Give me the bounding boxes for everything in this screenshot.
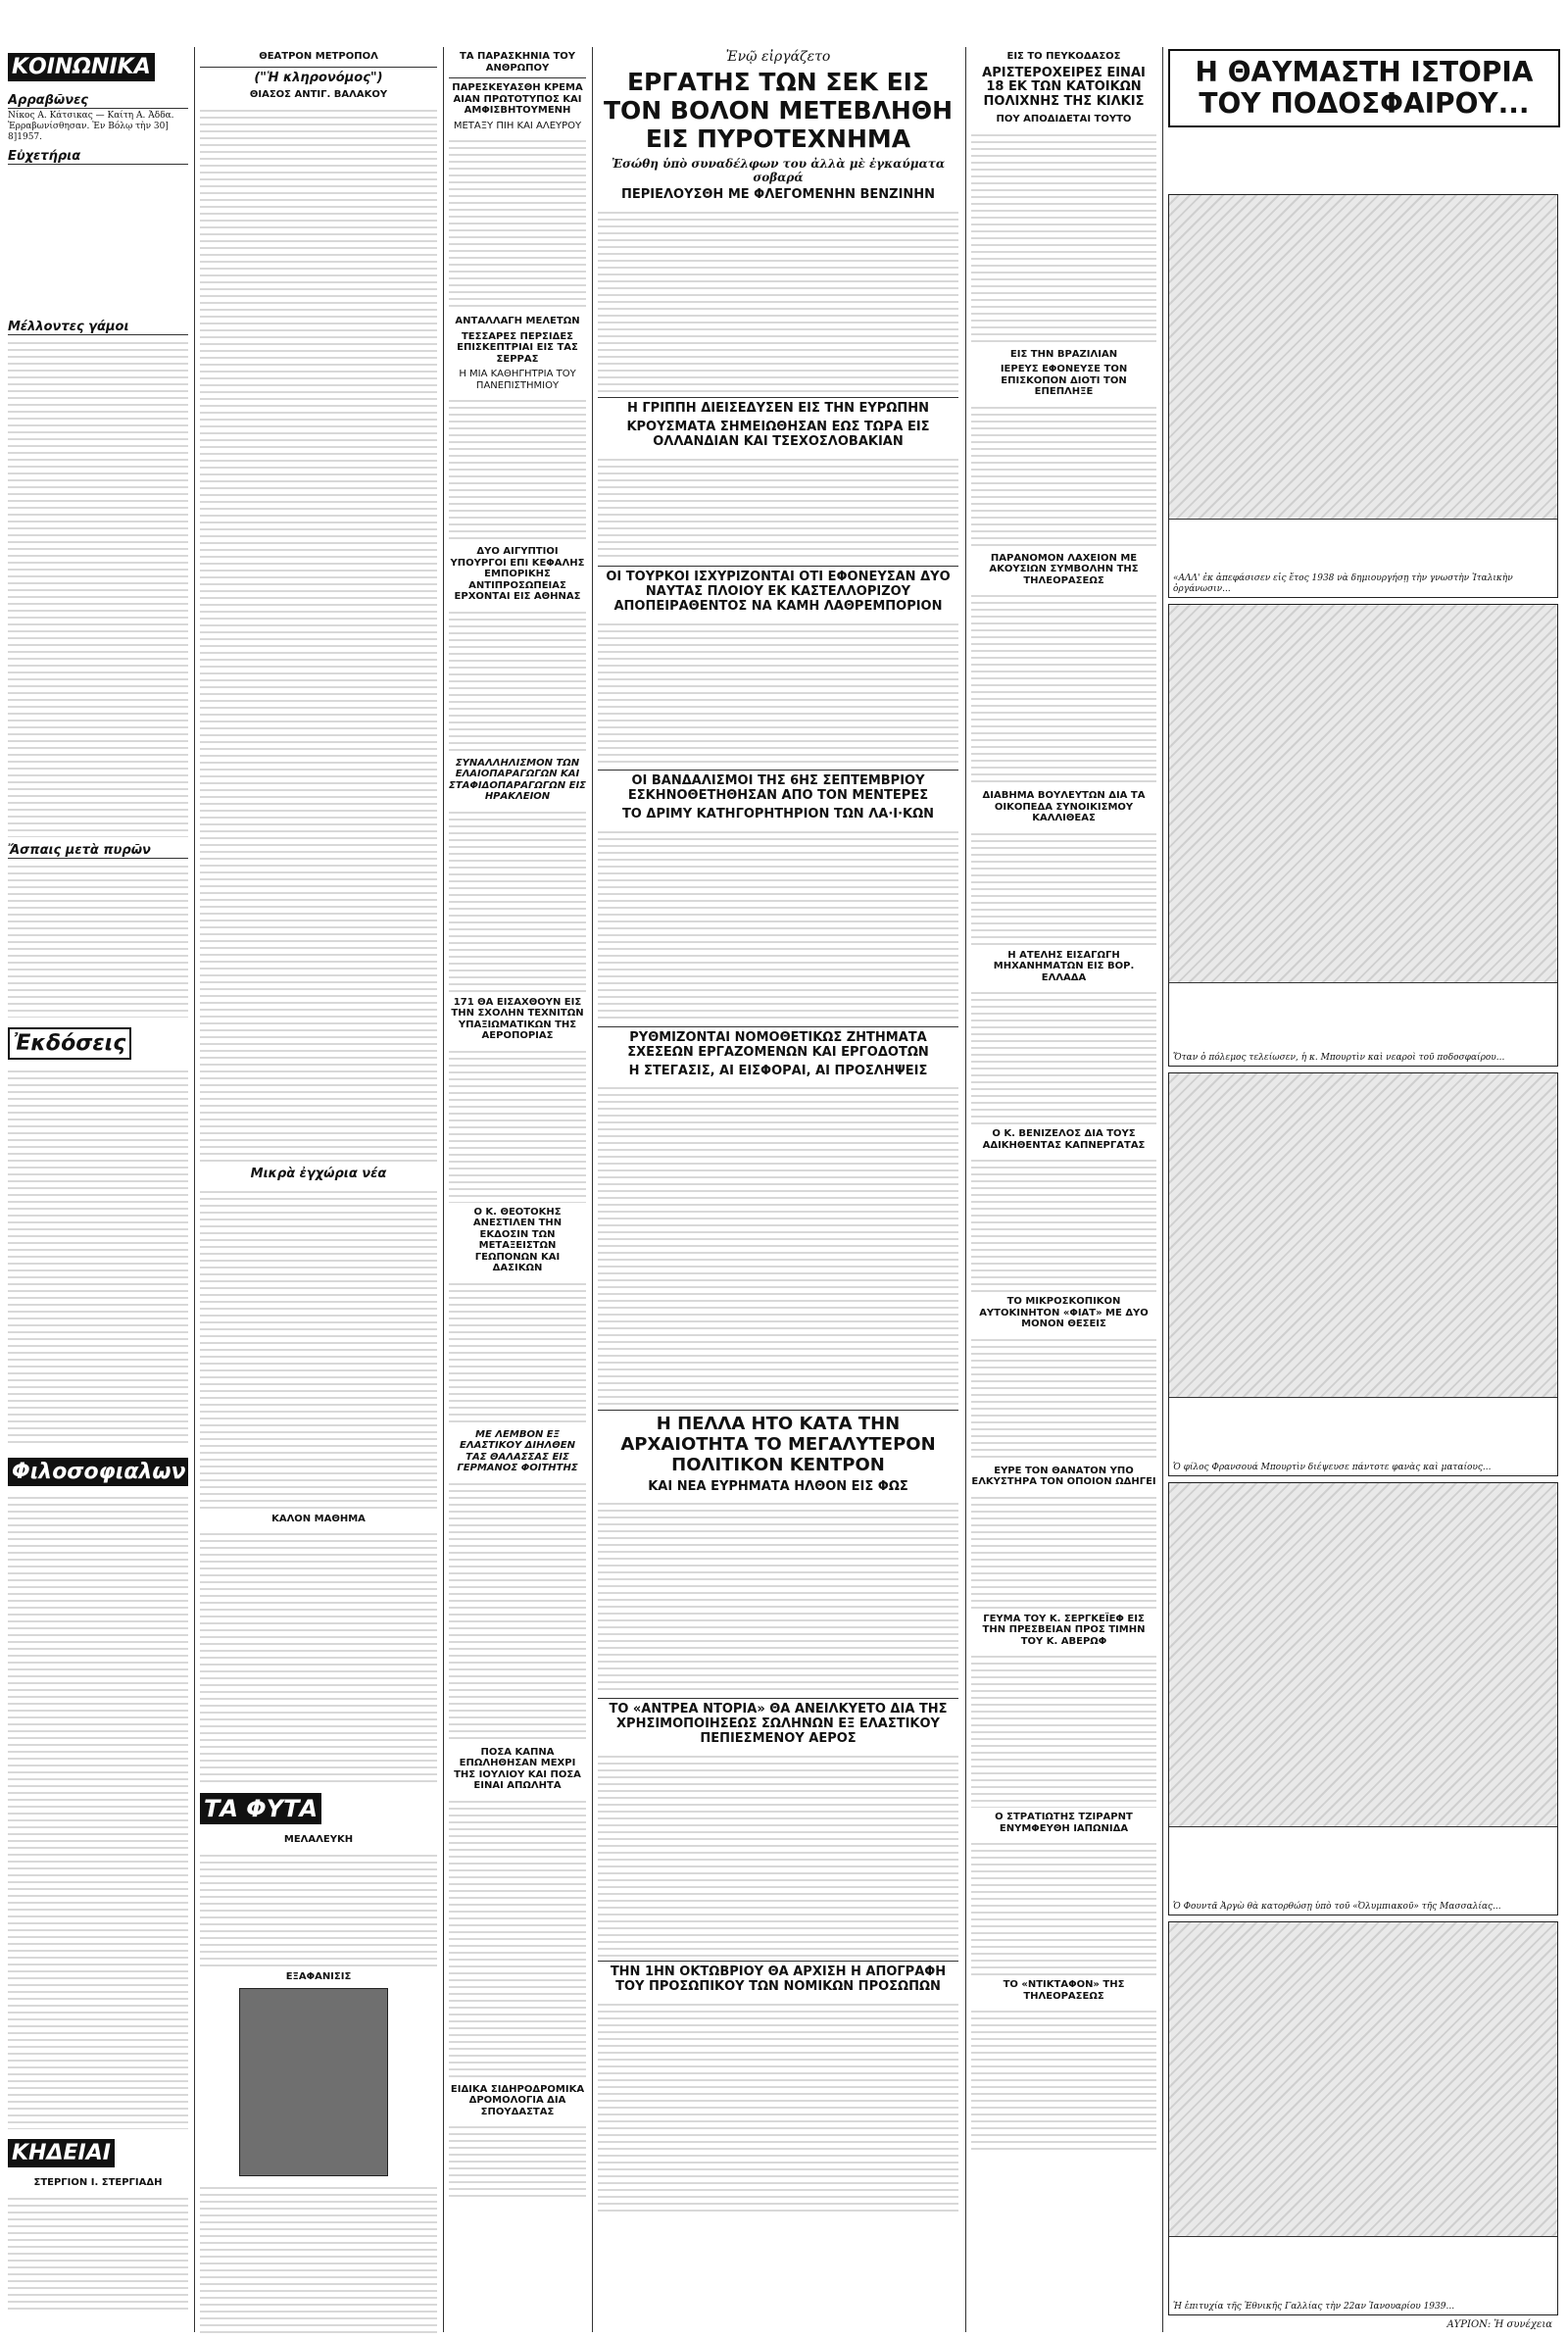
- comic-illustration: [1169, 1073, 1557, 1398]
- headline-labor: ΡΥΘΜΙΖΟΝΤΑΙ ΝΟΜΟΘΕΤΙΚΩΣ ΖΗΤΗΜΑΤΑ ΣΧΕΣΕΩΝ ΕΡΓΑΖΟΜΕΝΩΝ ΚΑΙ ΕΡΓΟΔΟΤΩΝ: [627, 1029, 929, 1060]
- comic-caption: «ΑΛΛ' ἐκ ἀπεφάσισεν εἰς ἔτος 1938 νὰ δημιουργήσῃ τὴν γνωστὴν Ἰταλικὴν ὀργάνωσιν...: [1173, 573, 1513, 594]
- text-block: [8, 1066, 188, 1448]
- text-block: [449, 807, 586, 993]
- missing-person-photo: [239, 1988, 388, 2176]
- column-theater: [200, 47, 437, 2338]
- section-kicker: ΤΑ ΠΑΡΑΣΚΗΝΙΑ ΤΟΥ ΑΝΘΡΩΠΟΥ: [459, 51, 576, 74]
- text-block: [8, 1492, 188, 2129]
- subhead-pella: ΚΑΙ ΝΕΑ ΕΥΡΗΜΑΤΑ ΗΛΘΟΝ ΕΙΣ ΦΩΣ: [648, 1478, 908, 1494]
- text-block: [971, 1492, 1156, 1610]
- play-title: ("Ἡ κληρονόμος"): [254, 70, 383, 85]
- funeral-name: ΣΤΕΡΓΙΟΝ Ι. ΣΤΕΡΓΙΑΔΗ: [33, 2177, 163, 2188]
- comic-panel: [1168, 604, 1558, 1067]
- text-block: [598, 1751, 958, 1957]
- headline-airforce: 171 ΘΑ ΕΙΣΑΧΘΟΥΝ ΕΙΣ ΤΗΝ ΣΧΟΛΗΝ ΤΕΧΝΙΤΩΝ ΥΠΑΞΙΩΜΑΤΙΚΩΝ ΤΗΣ ΑΕΡΟΠΟΡΙΑΣ: [451, 996, 584, 1041]
- headline-kallithea: ΔΙΑΒΗΜΑ ΒΟΥΛΕΥΤΩΝ ΔΙΑ ΤΑ ΟΙΚΟΠΕΔΑ ΣΥΝΟΙΚΙΣΜΟΥ ΚΑΛΛΙΘΕΑΣ: [982, 790, 1146, 824]
- text-block: [200, 105, 437, 1164]
- comic-caption: Ὁ φίλος Φρανσουά Μπουρτὶν διέψευσε πάντοτε φανὰς καὶ ματαίους...: [1173, 1463, 1492, 1472]
- text-block: [598, 619, 958, 766]
- text-block: [971, 1838, 1156, 1975]
- kicker-brazil: ΕΙΣ ΤΗΝ ΒΡΑΖΙΛΙΑΝ: [1009, 348, 1118, 360]
- philo-heading: ΚΑΛΟΝ ΜΑΘΗΜΑ: [271, 1513, 366, 1524]
- text-block: [598, 826, 958, 1022]
- column-comic: [1168, 47, 1560, 2338]
- wishes-heading: Εὐχετήρια: [8, 149, 188, 165]
- comic-illustration: [1169, 1922, 1557, 2237]
- subhead-flu: ΚΡΟΥΣΜΑΤΑ ΣΗΜΕΙΩΘΗΣΑΝ ΕΩΣ ΤΩΡΑ ΕΙΣ ΟΛΛΑΝΔΙΑΝ ΚΑΙ ΤΣΕΧΟΣΛΟΒΑΚΙΑΝ: [626, 420, 930, 450]
- text-block: [598, 1082, 958, 1406]
- text-block: [598, 1498, 958, 1694]
- column-rule: [965, 47, 966, 2332]
- engagements-text: Νίκος Α. Κάτσικας — Καίτη Α. Ἀδδα. Ἐρραβωνίσθησαν. Ἐν Βόλῳ τὴν 30] 8]1957.: [8, 111, 174, 142]
- text-block: [971, 828, 1156, 946]
- text-block: [598, 207, 958, 393]
- comic-illustration: [1169, 195, 1557, 520]
- headline-pella: Η ΠΕΛΛΑ ΗΤΟ ΚΑΤΑ ΤΗΝ ΑΡΧΑΙΟΤΗΤΑ ΤΟ ΜΕΓΑΛΥΤΕΡΟΝ ΠΟΛΙΤΙΚΟΝ ΚΕΝΤΡΟΝ: [620, 1414, 936, 1475]
- comic-illustration: [1169, 1483, 1557, 1827]
- headline-machinery: Η ΑΤΕΛΗΣ ΕΙΣΑΓΩΓΗ ΜΗΧΑΝΗΜΑΤΩΝ ΕΙΣ ΒΟΡ. ΕΛΛΑΔΑ: [993, 949, 1135, 983]
- text-block: [449, 1278, 586, 1425]
- comic-caption: Ἡ ἐπιτυχία τῆς Ἐθνικῆς Γαλλίας τὴν 22αν Ἰανουαρίου 1939...: [1173, 2302, 1455, 2312]
- subhead-cream: ΜΕΤΑΞΥ ΠΙΗ ΚΑΙ ΑΛΕΥΡΟΥ: [453, 120, 582, 131]
- column-news-b: [971, 47, 1156, 2338]
- headline-cream: ΠΑΡΕΣΚΕΥΑΣΘΗ ΚΡΕΜΑ ΑΙΑΝ ΠΡΩΤΟΤΥΠΟΣ ΚΑΙ ΑΜΦΙΣΒΗΤΟΥΜΕΝΗ: [452, 82, 583, 116]
- young-talents-heading: Μικρὰ ἐγχώρια νέα: [250, 1166, 387, 1181]
- headline-heraklion: ΣΥΝΑΛΛΗΛΙΣΜΟΝ ΤΩΝ ΕΛΑΙΟΠΑΡΑΓΩΓΩΝ ΚΑΙ ΣΤΑΦΙΔΟΠΑΡΑΓΩΓΩΝ ΕΙΣ ΗΡΑΚΛΕΙΟΝ: [449, 757, 586, 802]
- headline-flu: Η ΓΡΙΠΠΗ ΔΙΕΙΣΕΔΥΣΕΝ ΕΙΣ ΤΗΝ ΕΥΡΩΠΗΝ: [626, 401, 930, 417]
- text-block: [449, 395, 586, 542]
- comic-caption: Ὅταν ὁ πόλεμος τελείωσεν, ἡ κ. Μπουρτὶν καὶ νεαροὶ τοῦ ποδοσφαίρου...: [1173, 1053, 1505, 1063]
- headline-doria: ΤΟ «ΑΝΤΡΕΑ ΝΤΟΡΙΑ» ΘΑ ΑΝΕΙΛΚΥΕΤΟ ΔΙΑ ΤΗΣ ΧΡΗΣΙΜΟΠΟΙΗΣΕΩΣ ΣΩΛΗΝΩΝ ΕΞ ΕΛΑΣΤΙΚΟΥ ΠΕΠΙΕΣΜΕΝΟΥ ΑΕΡΟΣ: [609, 1702, 948, 1747]
- headline-tobacco: ΠΟΣΑ ΚΑΠΝΑ ΕΠΩΛΗΘΗΣΑΝ ΜΕΧΡΙ ΤΗΣ ΙΟΥΛΙΟΥ ΚΑΙ ΠΟΣΑ ΕΙΝΑΙ ΑΠΩΛΗΤΑ: [454, 1746, 581, 1791]
- comic-illustration: [1169, 605, 1557, 983]
- text-block: [598, 454, 958, 562]
- text-block: [971, 1334, 1156, 1462]
- text-block: [971, 987, 1156, 1124]
- text-block: [971, 1651, 1156, 1808]
- headline-vandalism: ΟΙ ΒΑΝΔΑΛΙΣΜΟΙ ΤΗΣ 6ΗΣ ΣΕΠΤΕΜΒΡΙΟΥ ΕΣΚΗΝΟΘΕΤΗΘΗΣΑΝ ΑΠΟ ΤΟΝ ΜΕΝΤΕΡΕΣ: [627, 772, 929, 803]
- theater-heading: ΘΕΑΤΡΟΝ ΜΕΤΡΟΠΟΛ: [259, 51, 378, 62]
- text-block: [200, 1528, 437, 1783]
- text-block: [971, 1155, 1156, 1292]
- subhead-vandalism: ΤΟ ΔΡΙΜΥ ΚΑΤΗΓΟΡΗΤΗΡΙΟΝ ΤΩΝ ΛΑ·Ι·ΚΩΝ: [621, 806, 935, 821]
- plants-heading: ΤΑ ΦΥΤΑ: [200, 1793, 321, 1824]
- headline-census: ΤΗΝ 1ΗΝ ΟΚΤΩΒΡΙΟΥ ΘΑ ΑΡΧΙΣΗ Η ΑΠΟΓΡΑΦΗ ΤΟΥ ΠΡΟΣΩΠΙΚΟΥ ΤΩΝ ΝΟΜΙΚΩΝ ΠΡΟΣΩΠΩΝ: [610, 1965, 947, 1995]
- text-block: [200, 1850, 437, 1967]
- column-rule: [443, 47, 444, 2332]
- comic-caption: Ὁ Φουντᾶ Ἀργὼ θὰ κατορθώσῃ ὑπὸ τοῦ «Ὀλυμπιακοῦ» τῆς Μασσαλίας...: [1173, 1902, 1501, 1912]
- subhead-persians: Η ΜΙΑ ΚΑΘΗΓΗΤΡΙΑ ΤΟΥ ΠΑΝΕΠΙΣΤΗΜΙΟΥ: [459, 369, 576, 391]
- headline-venizelos: Ο Κ. ΒΕΝΙΖΕΛΟΣ ΔΙΑ ΤΟΥΣ ΑΔΙΚΗΘΕΝΤΑΣ ΚΑΠΝΕΡΓΑΤΑΣ: [982, 1128, 1146, 1151]
- funerals-heading: ΚΗΔΕΙΑΙ: [8, 2139, 115, 2167]
- column-news-a: [449, 47, 586, 2338]
- comic-title: Η ΘΑΥΜΑΣΤΗ ΙΣΤΟΡΙΑ ΤΟΥ ΠΟΔΟΣΦΑΙΡΟΥ...: [1195, 56, 1534, 121]
- text-block: [971, 2006, 1156, 2153]
- text-block: [8, 337, 188, 837]
- headline-railway: ΕΙΔΙΚΑ ΣΙΔΗΡΟΔΡΟΜΙΚΑ ΔΡΟΜΟΛΟΓΙΑ ΔΙΑ ΣΠΟΥΔΑΣΤΑΣ: [450, 2083, 585, 2117]
- headline-tractor: ΕΥΡΕ ΤΟΝ ΘΑΝΑΤΟΝ ΥΠΟ ΕΛΚΥΣΤΗΡΑ ΤΟΝ ΟΠΟΙΟΝ ΩΔΗΓΕΙ: [971, 1465, 1156, 1488]
- text-block: [8, 2193, 188, 2311]
- exchange-kicker: ΑΝΤΑΛΛΑΓΗ ΜΕΛΕΤΩΝ: [455, 316, 580, 326]
- comic-panel: [1168, 1072, 1558, 1476]
- future-weddings-heading: Μέλλοντες γάμοι: [8, 320, 188, 335]
- column-lead: [598, 47, 958, 2338]
- kicker-forest: ΕΙΣ ΤΟ ΠΕΥΚΟΔΑΣΟΣ: [1006, 51, 1121, 62]
- philosophy-heading: Φιλοσοφιαλων: [8, 1458, 188, 1486]
- text-block: [8, 861, 188, 1018]
- text-block: [971, 590, 1156, 786]
- headline-turks: ΟΙ ΤΟΥΡΚΟΙ ΙΣΧΥΡΙΖΟΝΤΑΙ ΟΤΙ ΕΦΟΝΕΥΣΑΝ ΔΥΟ ΝΑΥΤΑΣ ΠΛΟΙΟΥ ΕΚ ΚΑΣΤΕΛΛΟΡΙΖΟΥ ΑΠΟΠΕΙΡΑΘΕΝΤΟΣ ΝΑ ΚΑΜΗ ΛΑΘΡΕΜΠΟΡΙΟΝ: [606, 570, 951, 614]
- headline-lefthanded: ΑΡΙΣΤΕΡΟΧΕΙΡΕΣ ΕΙΝΑΙ 18 ΕΚ ΤΩΝ ΚΑΤΟΙΚΩΝ ΠΟΛΙΧΝΗΣ ΤΗΣ ΚΙΛΚΙΣ: [982, 65, 1146, 110]
- headline-averof: ΓΕΥΜΑ ΤΟΥ Κ. ΣΕΡΓΚΕΪΕΦ ΕΙΣ ΤΗΝ ΠΡΕΣΒΕΙΑΝ ΠΡΟΣ ΤΙΜΗΝ ΤΟΥ Κ. ΑΒΕΡΩΦ: [982, 1613, 1146, 1647]
- headline-lottery: ΠΑΡΑΝΟΜΟΝ ΛΑΧΕΙΟΝ ΜΕ ΑΚΟΥΣΙΩΝ ΣΥΜΒΟΛΗΝ ΤΗΣ ΤΗΛΕΟΡΑΣΕΩΣ: [989, 552, 1139, 586]
- comic-panel: [1168, 194, 1558, 598]
- text-block: [449, 1796, 586, 2080]
- column-rule: [194, 47, 195, 2332]
- lead-subheadline: Ἐσώθη ὑπὸ συναδέλφων του ἀλλὰ μὲ ἐγκαύματα σοβαρά: [611, 157, 946, 185]
- text-block: [449, 607, 586, 754]
- engagements-heading: Αρραβῶνες: [8, 93, 188, 109]
- text-block: [971, 402, 1156, 549]
- column-rule: [1162, 47, 1163, 2332]
- text-block: [449, 1046, 586, 1203]
- continued-tomorrow: ΑΥΡΙΟΝ: Ἡ συνέχεια: [1446, 2319, 1552, 2330]
- missing-heading: ΕΞΑΦΑΝΙΣΙΣ: [285, 1970, 352, 1982]
- headline-persians: ΤΕΣΣΑΡΕΣ ΠΕΡΣΙΔΕΣ ΕΠΙΣΚΕΠΤΡΙΑΙ ΕΙΣ ΤΑΣ ΣΕΡΡΑΣ: [457, 330, 578, 365]
- text-block: [598, 1999, 958, 2214]
- plants-subheading: ΜΕΛΑΛΕΥΚΗ: [283, 1834, 354, 1846]
- headline-dictaphone: ΤΟ «ΝΤΙΚΤΑΦΟΝ» ΤΗΣ ΤΗΛΕΟΡΑΣΕΩΣ: [1003, 1979, 1125, 2002]
- text-block: [8, 167, 188, 314]
- column-social: [8, 47, 188, 2338]
- comic-title-box: [1168, 49, 1560, 127]
- text-block: [200, 1186, 437, 1510]
- text-block: [200, 2182, 437, 2338]
- column-rule: [592, 47, 593, 2332]
- headline-theotokis: Ο Κ. ΘΕΟΤΟΚΗΣ ΑΝΕΣΤΙΛΕΝ ΤΗΝ ΕΚΔΟΣΙΝ ΤΩΝ ΜΕΤΑΞΕΙΣΤΩΝ ΓΕΩΠΟΝΩΝ ΚΑΙ ΔΑΣΙΚΩΝ: [472, 1206, 563, 1273]
- subhead-labor: Η ΣΤΕΓΑΣΙΣ, ΑΙ ΕΙΣΦΟΡΑΙ, ΑΙ ΠΡΟΣΛΗΨΕΙΣ: [628, 1063, 928, 1078]
- publications-heading: Ἐκδόσεις: [8, 1027, 131, 1060]
- lead-kicker: Ἐνῷ εἰργάζετο: [725, 49, 831, 65]
- headline-egyptians: ΔΥΟ ΑΙΓΥΠΤΙΟΙ ΥΠΟΥΡΓΟΙ ΕΠΙ ΚΕΦΑΛΗΣ ΕΜΠΟΡΙΚΗΣ ΑΝΤΙΠΡΟΣΩΠΕΙΑΣ ΕΡΧΟΝΤΑΙ ΕΙΣ ΑΘΗΝΑΣ: [450, 546, 585, 602]
- text-block: [449, 2121, 586, 2200]
- text-block: [449, 135, 586, 312]
- text-block: [449, 1478, 586, 1743]
- births-heading: Ἄσπαις μετὰ πυρῶν: [8, 843, 188, 859]
- troupe-name: ΘΙΑΣΟΣ ΑΝΤΙΓ. ΒΑΛΑΚΟΥ: [249, 89, 388, 101]
- headline-fiat: ΤΟ ΜΙΚΡΟΣΚΟΠΙΚΟΝ ΑΥΤΟΚΙΝΗΤΟΝ «ΦΙΑΤ» ΜΕ ΔΥΟ ΜΟΝΟΝ ΘΕΣΕΙΣ: [979, 1296, 1149, 1330]
- headline-boat: ΜΕ ΛΕΜΒΟΝ ΕΞ ΕΛΑΣΤΙΚΟΥ ΔΙΗΛΘΕΝ ΤΑΣ ΘΑΛΑΣΣΑΣ ΕΙΣ ΓΕΡΜΑΝΟΣ ΦΟΙΤΗΤΗΣ: [457, 1428, 578, 1473]
- headline-girard: Ο ΣΤΡΑΤΙΩΤΗΣ ΤΖΙΡΑΡΝΤ ΕΝΥΜΦΕΥΘΗ ΙΑΠΩΝΙΔΑ: [995, 1812, 1133, 1834]
- social-heading: ΚΟΙΝΩΝΙΚΑ: [8, 53, 155, 81]
- subhead-lefthanded: ΠΟΥ ΑΠΟΔΙΔΕΤΑΙ ΤΟΥΤΟ: [996, 114, 1132, 125]
- comic-panel: [1168, 1482, 1558, 1915]
- lead-subheadline-2: ΠΕΡΙΕΛΟΥΣΘΗ ΜΕ ΦΛΕΓΟΜΕΝΗΝ ΒΕΝΖΙΝΗΝ: [620, 187, 936, 203]
- headline-priest: ΙΕΡΕΥΣ ΕΦΟΝΕΥΣΕ ΤΟΝ ΕΠΙΣΚΟΠΟΝ ΔΙΟΤΙ ΤΟΝ ΕΠΕΠΛΗΞΕ: [1000, 364, 1128, 398]
- text-block: [971, 129, 1156, 345]
- comic-panel: [1168, 1921, 1558, 2315]
- lead-headline: ΕΡΓΑΤΗΣ ΤΩΝ ΣΕΚ ΕΙΣ ΤΟΝ ΒΟΛΟΝ ΜΕΤΕΒΛΗΘΗ ΕΙΣ ΠΥΡΟΤΕΧΝΗΜΑ: [603, 68, 954, 153]
